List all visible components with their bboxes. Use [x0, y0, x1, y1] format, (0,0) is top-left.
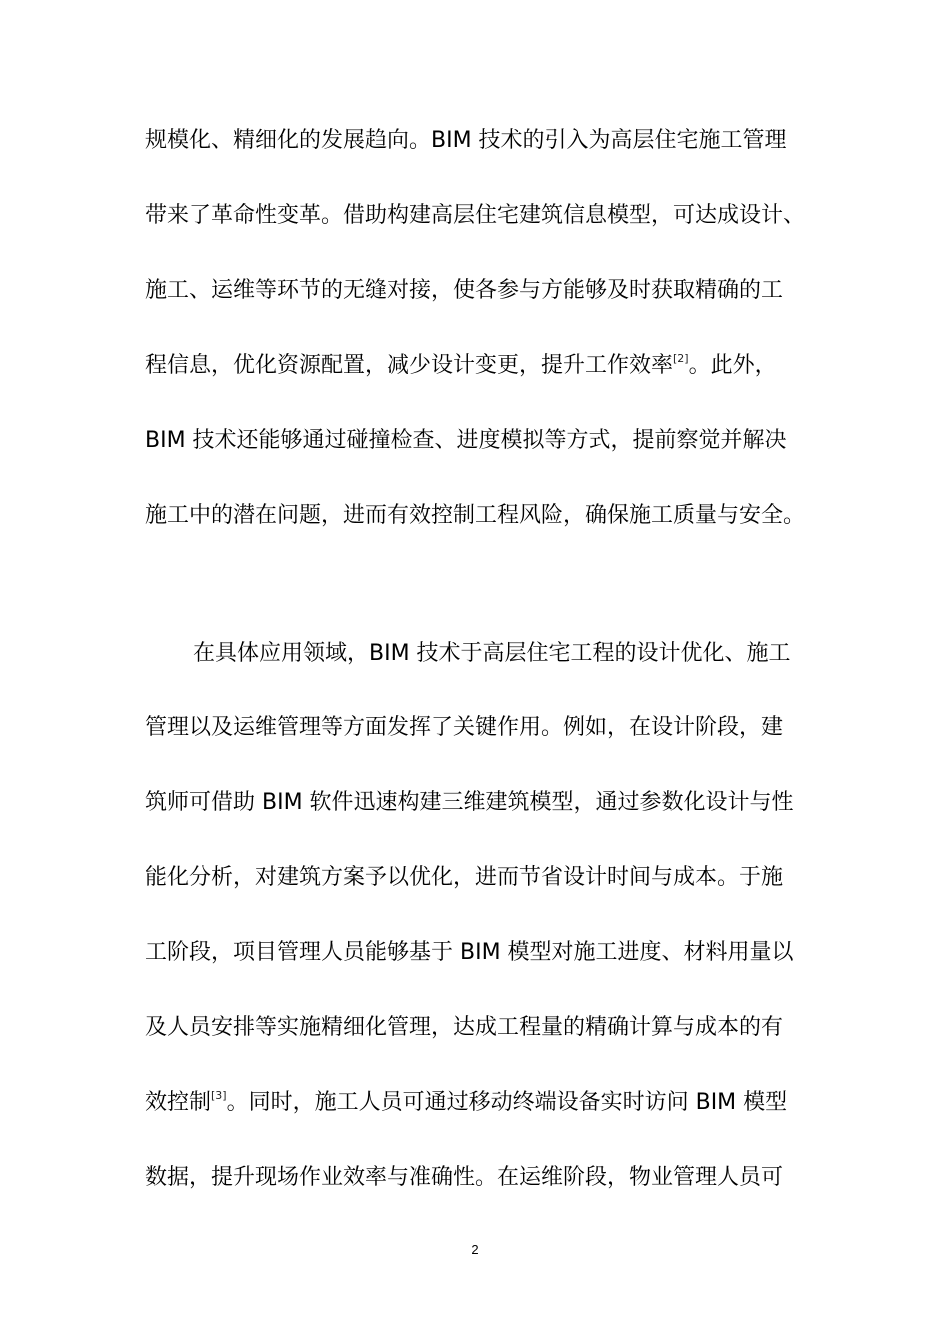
- paragraph-1-line-5: BIM 技术还能够通过碰撞检查、进度模拟等方式，提前察觉并解决: [145, 428, 787, 453]
- paragraph-2-line-8: 数据，提升现场作业效率与准确性。在运维阶段，物业管理人员可: [145, 1165, 784, 1190]
- citation-2: [2]: [673, 352, 689, 365]
- citation-3: [3]: [211, 1089, 227, 1102]
- paragraph-2-line-3: 筑师可借助 BIM 软件迅速构建三维建筑模型，通过参数化设计与性: [145, 790, 794, 815]
- paragraph-1-line-3: 施工、运维等环节的无缝对接，使各参与方能够及时获取精确的工: [145, 278, 784, 303]
- paragraph-1-line-2: 带来了革命性变革。借助构建高层住宅建筑信息模型，可达成设计、: [145, 203, 806, 228]
- page-number: 2: [471, 1242, 479, 1257]
- paragraph-2-line-7: [145, 1088, 835, 1118]
- paragraph-2-line-1: 在具体应用领域，BIM 技术于高层住宅工程的设计优化、施工: [193, 641, 791, 666]
- paragraph-1-line-4-text: 程信息，优化资源配置，减少设计变更，提升工作效率: [145, 353, 674, 378]
- paragraph-2-line-5: 工阶段，项目管理人员能够基于 BIM 模型对施工进度、材料用量以: [145, 940, 794, 965]
- paragraph-1-line-1: 规模化、精细化的发展趋向。BIM 技术的引入为高层住宅施工管理: [145, 128, 787, 153]
- paragraph-2-line-7-tail: 。同时，施工人员可通过移动终端设备实时访问 BIM 模型: [226, 1090, 788, 1115]
- paragraph-1-line-4-tail: 。此外，: [688, 353, 777, 378]
- paragraph-2-line-6: 及人员安排等实施精细化管理，达成工程量的精确计算与成本的有: [145, 1015, 784, 1040]
- paragraph-2-line-4: 能化分析，对建筑方案予以优化，进而节省设计时间与成本。于施: [145, 865, 784, 890]
- paragraph-2-line-2: 管理以及运维管理等方面发挥了关键作用。例如，在设计阶段，建: [145, 715, 784, 740]
- paragraph-1-line-6: 施工中的潜在问题，进而有效控制工程风险，确保施工质量与安全。: [145, 503, 806, 528]
- paragraph-2-line-7-text: 效控制: [145, 1090, 212, 1115]
- paragraph-1-line-4: [145, 351, 835, 381]
